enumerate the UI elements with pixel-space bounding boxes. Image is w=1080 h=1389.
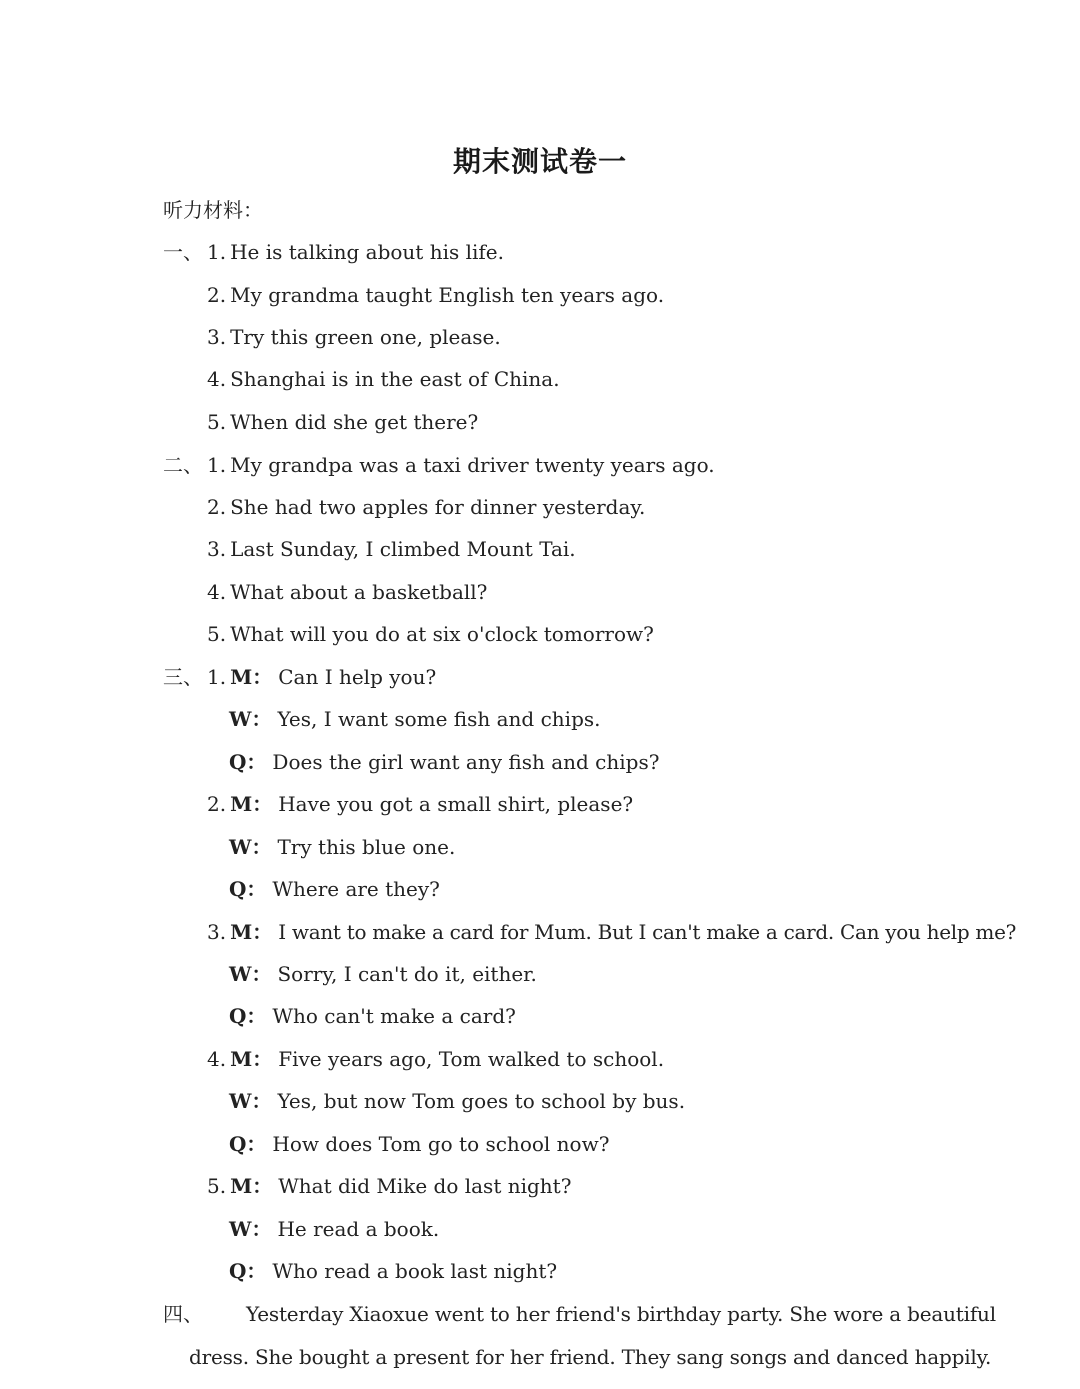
speaker-q: Q： xyxy=(229,1132,267,1156)
speaker-m: M： xyxy=(230,665,273,689)
item-text: Shanghai is in the east of China. xyxy=(230,367,560,391)
dialogue-line xyxy=(207,1173,571,1199)
speaker-q: Q： xyxy=(229,1259,267,1283)
speaker-w: W： xyxy=(229,835,272,859)
speaker-q: Q： xyxy=(229,750,267,774)
item-text: My grandma taught English ten years ago. xyxy=(230,283,665,307)
dialogue-line xyxy=(229,1131,609,1157)
item-number: 5. xyxy=(207,410,227,434)
speaker-w: W： xyxy=(229,1217,272,1241)
dialogue-text: Sorry, I can't do it, either. xyxy=(277,962,537,986)
dialogue-line xyxy=(229,706,601,732)
dialogue-line xyxy=(229,1003,516,1029)
list-item xyxy=(207,579,487,605)
dialogue-line xyxy=(207,791,633,817)
item-text: Try this green one, please. xyxy=(230,325,501,349)
item-number: 3. xyxy=(207,325,227,349)
dialogue-line xyxy=(207,1046,664,1072)
section-mark: 二、 xyxy=(163,453,203,477)
speaker-w: W： xyxy=(229,1089,272,1113)
dialogue-text: Does the girl want any fish and chips? xyxy=(272,750,660,774)
dialogue-line xyxy=(229,1088,685,1114)
item-text: Last Sunday, I climbed Mount Tai. xyxy=(230,537,576,561)
paragraph-line: Yesterday Xiaoxue went to her friend's birthday party. She wore a beautiful xyxy=(246,1302,996,1326)
item-number: 3. xyxy=(207,920,227,944)
speaker-m: M： xyxy=(230,1174,273,1198)
item-text: What about a basketball? xyxy=(230,580,488,604)
dialogue-text: How does Tom go to school now? xyxy=(272,1132,610,1156)
list-item xyxy=(207,494,645,520)
dialogue-text: Yes, I want some fish and chips. xyxy=(277,707,601,731)
item-number: 4. xyxy=(207,367,227,391)
dialogue-text: What did Mike do last night? xyxy=(278,1174,572,1198)
item-number: 4. xyxy=(207,1047,227,1071)
section-heading: 听力材料： xyxy=(163,198,263,222)
dialogue-text: Can I help you? xyxy=(278,665,437,689)
dialogue-line xyxy=(229,834,455,860)
dialogue-text: He read a book. xyxy=(277,1217,440,1241)
dialogue-text: Who can't make a card? xyxy=(272,1004,516,1028)
dialogue-text: I want to make a card for Mum. But I can't make a card. Can you help me? xyxy=(278,920,1017,944)
list-item xyxy=(163,452,715,478)
list-item xyxy=(207,324,501,350)
dialogue-line xyxy=(229,749,659,775)
item-number: 4. xyxy=(207,580,227,604)
list-item xyxy=(207,536,576,562)
section-mark: 一、 xyxy=(163,240,203,264)
item-text: She had two apples for dinner yesterday. xyxy=(230,495,646,519)
item-number: 2. xyxy=(207,283,227,307)
dialogue-text: Try this blue one. xyxy=(277,835,456,859)
speaker-m: M： xyxy=(230,792,273,816)
item-number: 2. xyxy=(207,792,227,816)
dialogue-line xyxy=(207,919,1016,945)
speaker-w: W： xyxy=(229,707,272,731)
dialogue-line xyxy=(229,1216,439,1242)
speaker-q: Q： xyxy=(229,877,267,901)
item-number: 1. xyxy=(207,665,227,689)
dialogue-text: Who read a book last night? xyxy=(272,1259,558,1283)
item-text: My grandpa was a taxi driver twenty years ago. xyxy=(230,453,715,477)
dialogue-text: Where are they? xyxy=(272,877,440,901)
dialogue-line xyxy=(229,876,440,902)
item-text: He is talking about his life. xyxy=(230,240,504,264)
list-item xyxy=(163,239,504,265)
speaker-m: M： xyxy=(230,1047,273,1071)
dialogue-line xyxy=(163,664,436,690)
paragraph-line: dress. She bought a present for her friend. They sang songs and danced happily. xyxy=(189,1345,992,1369)
page-title: 期末测试卷一 xyxy=(452,145,627,178)
dialogue-line xyxy=(229,1258,557,1284)
item-number: 3. xyxy=(207,537,227,561)
speaker-w: W： xyxy=(229,962,272,986)
speaker-m: M： xyxy=(230,920,273,944)
section-mark: 四、 xyxy=(163,1302,203,1326)
list-item xyxy=(207,621,654,647)
item-text: When did she get there? xyxy=(230,410,479,434)
dialogue-text: Five years ago, Tom walked to school. xyxy=(278,1047,665,1071)
item-number: 1. xyxy=(207,453,227,477)
list-item xyxy=(207,366,560,392)
dialogue-line xyxy=(229,961,537,987)
dialogue-text: Yes, but now Tom goes to school by bus. xyxy=(277,1089,686,1113)
speaker-q: Q： xyxy=(229,1004,267,1028)
section-mark: 三、 xyxy=(163,665,203,689)
item-number: 5. xyxy=(207,622,227,646)
item-number: 1. xyxy=(207,240,227,264)
list-item xyxy=(207,409,478,435)
item-number: 5. xyxy=(207,1174,227,1198)
dialogue-text: Have you got a small shirt, please? xyxy=(278,792,634,816)
item-number: 2. xyxy=(207,495,227,519)
item-text: What will you do at six o'clock tomorrow? xyxy=(230,622,654,646)
list-item xyxy=(207,282,664,308)
